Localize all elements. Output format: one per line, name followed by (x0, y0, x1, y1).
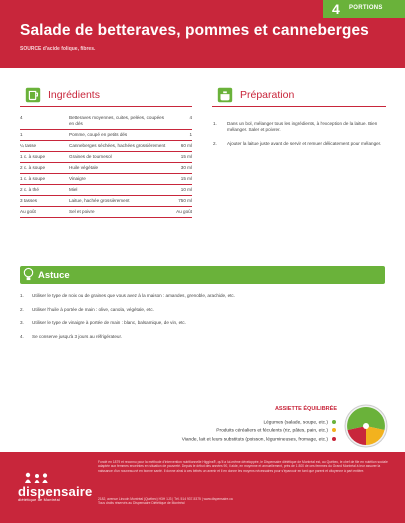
ingredient-qty: 3 tasses (20, 196, 66, 207)
ingredient-name: Miel (66, 185, 168, 196)
step-number: 1. (213, 121, 217, 126)
preparation-steps (213, 121, 388, 155)
astuce-tip (20, 307, 380, 313)
color-bullet-icon (332, 428, 336, 432)
ingredient-metric: 15 ml (168, 152, 192, 163)
assiette-title: ASSIETTE ÉQUILIBRÉE (274, 406, 337, 412)
preparation-step (213, 121, 388, 133)
footer-description: Fondé en 1879 et reconnu pour la méthode d'intervention nutritionnelle Higgins®, qu'il a lui-même développée, le Dispensaire diététique de Montréal est, au Québec, le chef de file en nutrition sociale adaptée aux femmes enceintes en situation de pauvreté. Depuis le début des années 90, il aide, en moyenne et annuellement, près de 1 800 de ces femmes du Grand Montréal à leur assurer la naissance d'un nouveau-né en bonne santé. Il donne ainsi à ces bébés un avenir et il en donne les moyens nécessaires pour s'épanouir en tant que parent et citoyenne à part entière. (98, 460, 388, 473)
logo-text: dispensaire (18, 484, 93, 499)
recipe-header (0, 0, 405, 68)
preparation-step (213, 141, 388, 147)
color-bullet-icon (332, 437, 336, 441)
ingredient-name: Huile végétale (66, 163, 168, 174)
footer-address-block (98, 497, 388, 506)
portions-label: PORTIONS (349, 5, 383, 11)
dispensaire-logo (18, 484, 92, 502)
ingredients-title: Ingrédients (48, 89, 100, 101)
ingredient-row (20, 163, 192, 174)
measuring-cup-icon (24, 86, 42, 104)
tip-number: 2. (20, 306, 24, 312)
ingredient-row (20, 174, 192, 185)
ingredient-qty: 1 c. à soupe (20, 174, 66, 185)
astuce-tip (20, 334, 380, 340)
balanced-plate-icon (344, 404, 388, 448)
step-number: 2. (213, 141, 217, 146)
tip-number: 3. (20, 320, 24, 325)
ingredient-qty: 4 (20, 113, 66, 130)
ingredient-name: Graines de tournesol (66, 152, 168, 163)
ingredient-metric: 4 (168, 113, 192, 130)
recipe-subtitle: SOURCE d'acide folique, fibres. (20, 46, 96, 52)
ingredient-name: Canneberges séchées, hachées grossièrement (66, 141, 168, 152)
step-text: Dans un bol, mélanger tous les ingrédients, à l'exception de la laitue. Bien mélanger. Saler et poivrer. (227, 121, 378, 132)
ingredient-qty: 1 (20, 130, 66, 141)
lightbulb-icon (22, 267, 35, 282)
astuce-tip (20, 320, 380, 326)
tip-number: 1. (20, 293, 24, 298)
ingredient-row (20, 130, 192, 141)
ingredient-name: Vinaigre (66, 174, 168, 185)
tip-text: Utiliser le type de vinaigre à portée de main : blanc, balsamique, de vin, etc. (32, 320, 186, 325)
assiette-item-text: Légumes (salade, soupe, etc.) (263, 420, 328, 426)
ingredient-metric: 30 ml (168, 163, 192, 174)
ingredient-qty: 2 c. à soupe (20, 163, 66, 174)
ingredient-name: Laitue, hachée grossièrement (66, 196, 168, 207)
ingredient-row (20, 196, 192, 207)
ingredients-heading (24, 86, 100, 104)
ingredient-name: Pomme, coupé en petits dés (66, 130, 168, 141)
cooking-pot-icon (216, 86, 234, 104)
ingredient-row (20, 113, 192, 130)
ingredient-name: Sel et poivre (66, 207, 168, 218)
ingredient-qty: ¼ tasse (20, 141, 66, 152)
ingredient-metric: 1 (168, 130, 192, 141)
portions-number: 4 (332, 1, 340, 17)
footer-address: 2182, avenue Lincoln Montréal (Québec) H3H 1J3 | Tél. 514 937-5375 | www.dispensaire.ca (98, 497, 233, 501)
portions-badge (323, 0, 405, 18)
tip-text: Se conserve jusqu'à 3 jours au réfrigérateur. (32, 333, 122, 339)
tip-number: 4. (20, 333, 24, 339)
step-text: Ajouter la laitue juste avant de servir et remuer délicatement pour mélanger. (227, 141, 382, 146)
ingredients-divider (20, 106, 192, 107)
recipe-title: Salade de betteraves, pommes et canneberges (20, 22, 369, 39)
astuce-tips (20, 293, 380, 347)
preparation-divider (212, 106, 386, 107)
ingredient-name: Betteraves moyennes, cuites, pelées, coupées en dés (66, 113, 168, 130)
assiette-item (150, 437, 336, 443)
ingredients-table (20, 113, 192, 218)
ingredient-metric: 750 ml (168, 196, 192, 207)
logo-subtext: diététique de Montréal (18, 498, 60, 502)
preparation-heading (216, 86, 294, 104)
color-bullet-icon (332, 420, 336, 424)
ingredient-metric: 60 ml (168, 141, 192, 152)
assiette-legend (150, 420, 336, 445)
ingredient-metric: 15 ml (168, 174, 192, 185)
ingredient-qty: Au goût (20, 207, 66, 218)
assiette-item-text: Produits céréaliers et féculents (riz, pâtes, pain, etc.) (216, 428, 328, 434)
ingredient-metric: 10 ml (168, 185, 192, 196)
ingredient-row (20, 185, 192, 196)
ingredient-row (20, 141, 192, 152)
ingredient-qty: 2 c. à thé (20, 185, 66, 196)
astuce-banner (20, 266, 385, 284)
ingredient-metric: Au goût (168, 207, 192, 218)
ingredient-row (20, 152, 192, 163)
ingredient-row (20, 207, 192, 218)
astuce-title: Astuce (38, 270, 70, 281)
assiette-item-text: Viande, lait et leurs substituts (poisson, légumineuses, fromage, etc.) (181, 436, 328, 442)
astuce-tip (20, 293, 380, 299)
preparation-title: Préparation (240, 89, 295, 101)
assiette-item (150, 428, 336, 434)
logo-figures-icon (20, 472, 60, 483)
tip-text: Utiliser le type de noix ou de graines que vous avez à la maison : amandes, grenoble, arachide, etc. (32, 293, 236, 298)
footer-rights: Tous droits réservés au Dispensaire Diététique de Montréal (98, 501, 185, 506)
tip-text: Utiliser l'huile à portée de main : olive, canola, végétale, etc. (32, 306, 154, 312)
ingredient-qty: 1 c. à soupe (20, 152, 66, 163)
assiette-item (150, 420, 336, 426)
